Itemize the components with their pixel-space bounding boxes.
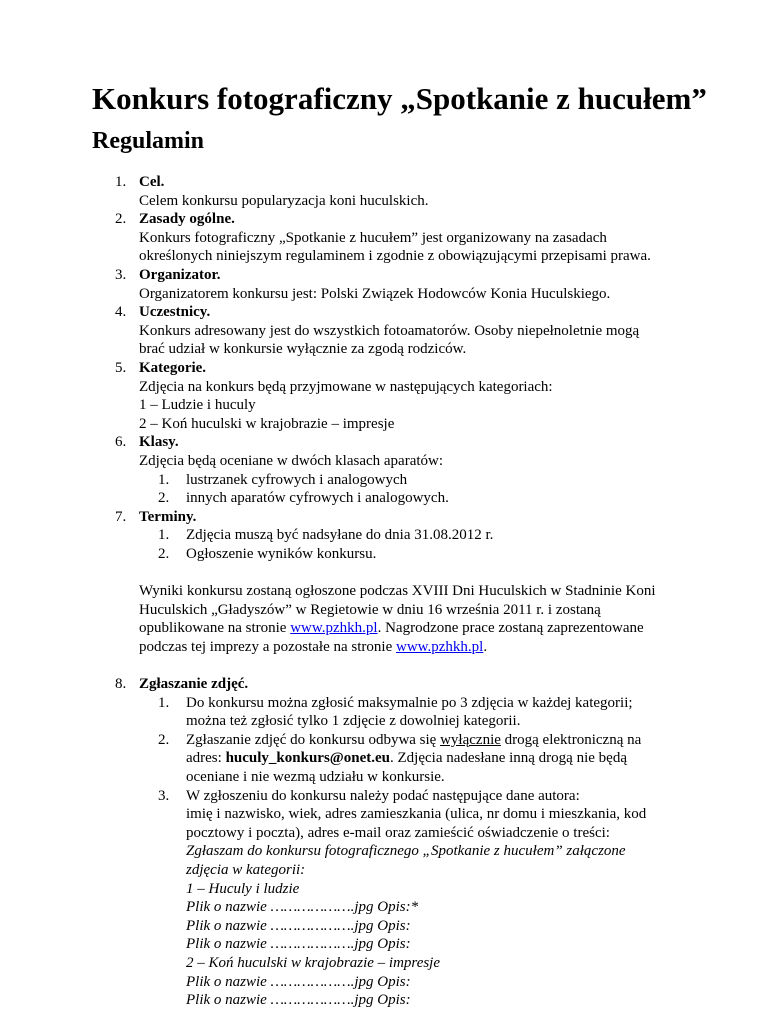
pzhkh-link[interactable]: www.pzhkh.pl	[396, 638, 484, 655]
section-line: Zdjęcia na konkurs będą przyjmowane w następujących kategoriach:	[139, 378, 553, 395]
sub-item: 1. Zdjęcia muszą być nadsyłane do dnia 31.08.2012 r.	[158, 527, 494, 544]
section-line: Celem konkursu popularyzacja koni huculskich.	[139, 192, 429, 209]
declaration-line: zdjęcia w kategorii:	[186, 861, 306, 878]
section-heading: Uczestnicy.	[139, 304, 211, 321]
section-line: Zdjęcia będą oceniane w dwóch klasach aparatów:	[139, 452, 444, 469]
section-3: 3. Organizator. Organizatorem konkursu jest: Polski Związek Hodowców Konia Huculskiego.	[0, 266, 768, 303]
section-1: 1. Cel. Celem konkursu popularyzacja koni huculskich.	[0, 173, 768, 210]
declaration-line: 2 – Koń huculski w krajobrazie – impresje	[186, 954, 441, 971]
section-line: Organizatorem konkursu jest: Polski Związek Hodowców Konia Huculskiego.	[139, 285, 611, 302]
section-line: 1 – Ludzie i huculy	[139, 397, 256, 414]
declaration-line: Plik o nazwie ……………….jpg Opis:*	[186, 899, 419, 916]
section-line: 2 – Koń huculski w krajobrazie – impresje	[139, 415, 395, 432]
declaration-line: Plik o nazwie ……………….jpg Opis:	[186, 917, 411, 934]
sub-item: 2. innych aparatów cyfrowych i analogowych.	[158, 490, 449, 507]
declaration-line: Zgłaszam do konkursu fotograficznego „Spotkanie z hucułem” załączone	[186, 843, 626, 860]
section-line: Konkurs adresowany jest do wszystkich fotoamatorów. Osoby niepełnoletnie mogą	[139, 322, 640, 339]
results-line: podczas tej imprezy a pozostałe na stronie www.pzhkh.pl.	[139, 638, 488, 655]
sub-item: 3. W zgłoszeniu do konkursu należy podać następujące dane autora: imię i nazwisko, wiek, adres zamieszkania (ulica, nr domu i mieszkania, kod pocztowy i poczta), adres e-mail oraz zamieścić oświadczenie o treści: Zgłaszam do konkursu fotograficznego „Spotkanie z hucułem” załączone zdjęcia w kategorii: 1 – Huculy i ludzie Plik o nazwie ……………….jpg Opis:* Plik o nazwie ……………….jpg Opis: Plik o nazwie ……………….jpg Opis: 2 – Koń huculski w krajobrazie – impresje Plik o nazwie ……………….jpg Opis: Plik o nazwie ……………….jpg Opis:	[0, 787, 666, 1010]
section-5: 5. Kategorie. Zdjęcia na konkurs będą przyjmowane w następujących kategoriach: 1 – Ludzie i huculy 2 – Koń huculski w krajobrazie – impresje	[0, 359, 768, 433]
section-heading: Zasady ogólne.	[139, 211, 235, 228]
sub-item: 2. Zgłaszanie zdjęć do konkursu odbywa się wyłącznie drogą elektroniczną na adres: huculy_konkurs@onet.eu. Zdjęcia nadesłane inną drogą nie będą oceniane i nie wezmą udziału w konkursie.	[158, 731, 642, 785]
section-6: 6. Klasy. Zdjęcia będą oceniane w dwóch klasach aparatów:	[0, 433, 768, 470]
sub-item: 1. lustrzanek cyfrowych i analogowych	[158, 471, 408, 488]
section-heading: Organizator.	[139, 266, 221, 283]
section-line: brać udział w konkursie wyłącznie za zgodą rodziców.	[139, 341, 467, 358]
sub-item: 1. Do konkursu można zgłosić maksymalnie po 3 zdjęcia w każdej kategorii; można też zgłosić tylko 1 zdjęcie z dowolniej kategorii.	[158, 694, 633, 730]
contest-email: huculy_konkurs@onet.eu	[225, 750, 390, 767]
section-heading: Terminy.	[139, 508, 197, 525]
section-list	[0, 173, 768, 563]
results-line: opublikowane na stronie www.pzhkh.pl. Nagrodzone prace zostaną zaprezentowane	[139, 620, 644, 637]
declaration-line: Plik o nazwie ……………….jpg Opis:	[186, 936, 411, 953]
declaration-line: Plik o nazwie ……………….jpg Opis:	[186, 973, 411, 990]
section-8: 8. Zgłaszanie zdjęć.	[0, 675, 768, 694]
section-heading: Kategorie.	[139, 359, 207, 376]
results-line: Wyniki konkursu zostaną ogłoszone podczas XVIII Dni Huculskich w Stadninie Koni	[139, 583, 656, 600]
sub-item: 2. Ogłoszenie wyników konkursu.	[158, 545, 377, 562]
section-heading: Cel.	[139, 174, 165, 190]
declaration-line: Plik o nazwie ……………….jpg Opis:	[186, 992, 411, 1009]
declaration-template	[186, 842, 666, 1009]
section-line: określonych niniejszym regulaminem i zgodnie z obowiązującymi przepisami prawa.	[139, 248, 651, 265]
page-title: Konkurs fotograficzny „Spotkanie z hucułem”	[92, 81, 707, 116]
section-2: 2. Zasady ogólne. Konkurs fotograficzny „Spotkanie z hucułem” jest organizowany na zasadach określonych niniejszym regulaminem i zgodnie z obowiązującymi przepisami prawa.	[0, 210, 768, 266]
results-line: Huculskich „Gładyszów” w Regietowie w dniu 16 września 2011 r. i zostaną	[139, 601, 601, 618]
document-body	[0, 173, 768, 1010]
section-line: Konkurs fotograficzny „Spotkanie z hucułem” jest organizowany na zasadach	[139, 229, 607, 246]
section-4: 4. Uczestnicy. Konkurs adresowany jest do wszystkich fotoamatorów. Osoby niepełnoletnie mogą brać udział w konkursie wyłącznie za zgodą rodziców.	[0, 303, 768, 359]
results-paragraph	[0, 582, 679, 656]
section-heading: Zgłaszanie zdjęć.	[139, 676, 249, 693]
pzhkh-link[interactable]: www.pzhkh.pl	[290, 620, 378, 637]
section-7: 7. Terminy.	[0, 508, 768, 527]
section-heading: Klasy.	[139, 434, 179, 451]
page-subtitle: Regulamin	[92, 128, 205, 154]
declaration-line: 1 – Huculy i ludzie	[186, 880, 300, 897]
